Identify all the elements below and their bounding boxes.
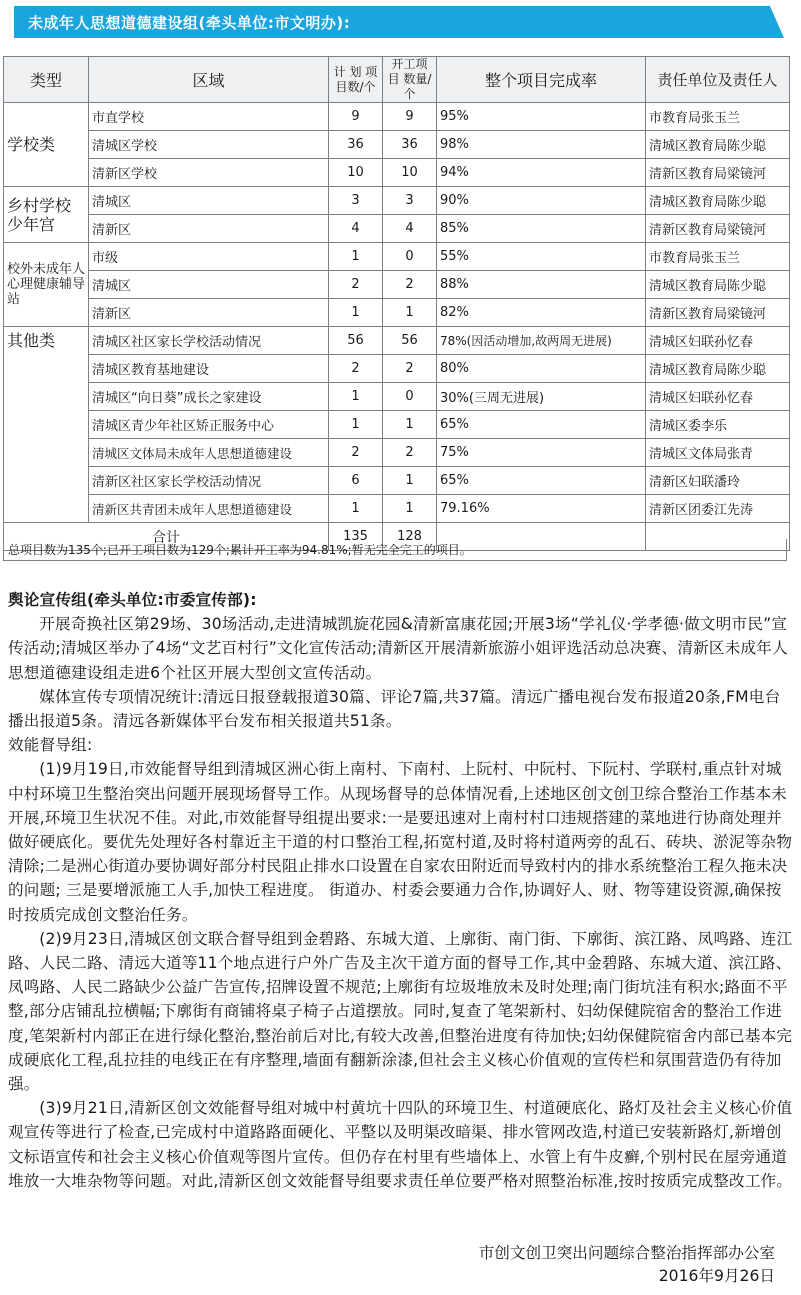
rate-cell: 90% xyxy=(437,187,646,215)
planned-cell: 4 xyxy=(329,215,383,243)
table-row xyxy=(4,383,790,411)
planned-cell: 56 xyxy=(329,327,383,355)
responsible-cell: 清城区教育局陈少聪 xyxy=(646,271,790,299)
type-cell: 校外未成年人心理健康辅导站 xyxy=(4,243,89,327)
area-cell: 清城区社区家长学校活动情况 xyxy=(89,327,329,355)
table-row xyxy=(4,495,790,523)
responsible-cell: 清城区文体局张青 xyxy=(646,439,790,467)
area-cell: 清城区学校 xyxy=(89,131,329,159)
table-header-row xyxy=(4,57,790,103)
rate-cell: 82% xyxy=(437,299,646,327)
rate-cell: 55% xyxy=(437,243,646,271)
planned-cell: 6 xyxy=(329,467,383,495)
rate-cell: 94% xyxy=(437,159,646,187)
table-row xyxy=(4,439,790,467)
started-cell: 36 xyxy=(383,131,437,159)
responsible-cell: 清城区教育局陈少聪 xyxy=(646,187,790,215)
rate-cell: 88% xyxy=(437,271,646,299)
paragraph: (2)9月23日,清城区创文联合督导组到金碧路、东城大道、上廓街、南门街、下廓街、滨江路、凤鸣路、连江路、人民二路、清远大道等11个地点进行户外广告及主次干道方面的督导工作,其中金碧路、东城大道、滨江路、凤鸣路、人民二路缺少公益广告宣传,招牌设置不规范;上廓街有垃圾堆放未及时处理;南门街坑洼有积水;路面不平整,部分店铺乱拉横幅;下廓街有商铺将桌子椅子占道摆放。同时,复查了笔架新村、妇幼保健院宿舍的整治工作进度,笔架新村内部正在进行绿化整治,整治前后对比,有较大改善,但整治进度有待加快;妇幼保健院宿舍内部已基本完成硬底化工程,乱拉挂的电线正在有序整理,墙面有翻新涂漆,但社会主义核心价值观的宣传栏和氛围营造仍有待加强。 xyxy=(8,929,793,1094)
rate-cell: 85% xyxy=(437,215,646,243)
started-cell: 1 xyxy=(383,299,437,327)
area-cell: 清新区 xyxy=(89,299,329,327)
rate-cell: 79.16% xyxy=(437,495,646,523)
rate-cell: 30%(三周无进展) xyxy=(437,383,646,411)
banner-title: 未成年人思想道德建设组(牵头单位:市文明办): xyxy=(28,14,351,32)
started-cell: 0 xyxy=(383,383,437,411)
started-cell: 2 xyxy=(383,271,437,299)
planned-cell: 1 xyxy=(329,411,383,439)
planned-cell: 2 xyxy=(329,439,383,467)
header-planned: 计 划 项 目数/个 xyxy=(329,57,383,103)
planned-cell: 1 xyxy=(329,299,383,327)
planned-cell: 2 xyxy=(329,355,383,383)
started-cell: 4 xyxy=(383,215,437,243)
table-row xyxy=(4,131,790,159)
area-cell: 清城区青少年社区矫正服务中心 xyxy=(89,411,329,439)
paragraph: (1)9月19日,市效能督导组到清城区洲心街上南村、下南村、上阮村、中阮村、下阮村、学联村,重点针对城中村环境卫生整治突出问题开展现场督导工作。从现场督导的总体情况看,上述地区创文创卫综合整治工作基本未开展,环境卫生状况不佳。对此,市效能督导组提出要求:一是要迅速对上南村村口违规搭建的菜地进行协商处理并做好硬底化。要优先处理好各村靠近主干道的村口整治工程,拓宽村道,及时将村道两旁的乱石、砖块、淤泥等杂物清除;二是洲心街道办要协调好部分村民阻止排水口设置在自家农田附近而导致村内的排水系统整治工程久拖未决的问题; 三是要增派施工人手,加快工程进度。 街道办、村委会要通力合作,协调好人、财、物等建设资源,确保按时按质完成创文整治任务。 xyxy=(8,760,793,924)
table-row xyxy=(4,159,790,187)
area-cell: 市级 xyxy=(89,243,329,271)
total-started: 128 xyxy=(383,523,437,551)
planned-cell: 1 xyxy=(329,243,383,271)
table-row xyxy=(4,103,790,131)
table-row xyxy=(4,411,790,439)
planned-cell: 1 xyxy=(329,383,383,411)
header-type: 类型 xyxy=(4,57,89,103)
planned-cell: 9 xyxy=(329,103,383,131)
responsible-cell: 清城区妇联孙忆春 xyxy=(646,327,790,355)
table-row xyxy=(4,271,790,299)
table-row xyxy=(4,215,790,243)
started-cell: 2 xyxy=(383,439,437,467)
paragraph: 开展奇换社区第29场、30场活动,走进清城凯旋花园&清新富康花园;开展3场“学礼仪·学孝德·做文明市民”宣传活动;清城区举办了4场“文艺百村行”文化宣传活动;清新区开展清新旅游小姐评选活动总决赛、清新区未成年人思想道德建设组走进6个社区开展大型创文宣传活动。 xyxy=(8,615,788,682)
area-cell: 清新区社区家长学校活动情况 xyxy=(89,467,329,495)
area-cell: 清新区 xyxy=(89,215,329,243)
started-cell: 56 xyxy=(383,327,437,355)
area-cell: 清城区 xyxy=(89,187,329,215)
area-cell: 清城区文体局未成年人思想道德建设 xyxy=(89,439,329,467)
responsible-cell: 清城区教育局陈少聪 xyxy=(646,131,790,159)
started-cell: 1 xyxy=(383,411,437,439)
planned-cell: 3 xyxy=(329,187,383,215)
rate-cell: 98% xyxy=(437,131,646,159)
rate-cell: 78%(因活动增加,故两周无进展) xyxy=(437,327,646,355)
signature-org: 市创文创卫突出问题综合整治指挥部办公室 xyxy=(478,1244,775,1262)
area-cell: 清新区学校 xyxy=(89,159,329,187)
planned-cell: 1 xyxy=(329,495,383,523)
signature-date: 2016年9月26日 xyxy=(658,1267,775,1285)
section-banner xyxy=(14,6,784,38)
type-cell: 学校类 xyxy=(4,103,89,187)
table-row xyxy=(4,243,790,271)
responsible-cell: 清城区委李乐 xyxy=(646,411,790,439)
responsible-cell: 清新区妇联潘玲 xyxy=(646,467,790,495)
section-heading-supervision: 效能督导组: xyxy=(8,736,93,755)
started-cell: 0 xyxy=(383,243,437,271)
table-row xyxy=(4,355,790,383)
type-cell: 乡村学校少年宫 xyxy=(4,187,89,243)
responsible-cell: 清城区教育局陈少聪 xyxy=(646,355,790,383)
rate-cell: 65% xyxy=(437,411,646,439)
table-row xyxy=(4,327,790,355)
started-cell: 2 xyxy=(383,355,437,383)
table-row xyxy=(4,299,790,327)
header-rate: 整个项目完成率 xyxy=(437,57,646,103)
started-cell: 10 xyxy=(383,159,437,187)
started-cell: 1 xyxy=(383,495,437,523)
area-cell: 清新区共青团未成年人思想道德建设 xyxy=(89,495,329,523)
responsible-cell: 清新区团委江先涛 xyxy=(646,495,790,523)
project-table xyxy=(3,56,790,551)
section-heading-publicity: 舆论宣传组(牵头单位:市委宣传部): xyxy=(8,591,257,609)
responsible-cell: 清城区妇联孙忆春 xyxy=(646,383,790,411)
responsible-cell: 市教育局张玉兰 xyxy=(646,103,790,131)
responsible-cell: 清新区教育局梁镜河 xyxy=(646,299,790,327)
rate-cell: 75% xyxy=(437,439,646,467)
area-cell: 清城区教育基地建设 xyxy=(89,355,329,383)
responsible-cell: 市教育局张玉兰 xyxy=(646,243,790,271)
total-planned: 135 xyxy=(329,523,383,551)
responsible-cell: 清新区教育局梁镜河 xyxy=(646,159,790,187)
planned-cell: 2 xyxy=(329,271,383,299)
report-body xyxy=(8,588,793,1193)
header-area: 区域 xyxy=(89,57,329,103)
rate-cell: 80% xyxy=(437,355,646,383)
signature-block xyxy=(479,1242,775,1288)
planned-cell: 10 xyxy=(329,159,383,187)
started-cell: 1 xyxy=(383,467,437,495)
area-cell: 市直学校 xyxy=(89,103,329,131)
header-responsible: 责任单位及责任人 xyxy=(646,57,790,103)
table-row xyxy=(4,187,790,215)
area-cell: 清城区 xyxy=(89,271,329,299)
paragraph: (3)9月21日,清新区创文效能督导组对城中村黄坑十四队的环境卫生、村道硬底化、路灯及社会主义核心价值观宣传等进行了检查,已完成村中道路路面硬化、平整以及明渠改暗渠、排水管网改造,村道已安装新路灯,新增创文标语宣传和社会主义核心价值观等图片宣传。但仍存在村里有些墙体上、水管上有牛皮癣,个别村民在屋旁通道堆放一大堆杂物等问题。对此,清新区创文效能督导组要求责任单位要严格对照整治标准,按时按质完成整改工作。 xyxy=(8,1099,793,1190)
total-label: 合计 xyxy=(4,523,329,551)
header-started: 开工项目 数量/个 xyxy=(383,57,437,103)
area-cell: 清城区“向日葵”成长之家建设 xyxy=(89,383,329,411)
responsible-cell: 清新区教育局梁镜河 xyxy=(646,215,790,243)
type-cell: 其他类 xyxy=(4,327,89,523)
table-summary: 总项目数为135个;已开工项目数为129个;累计开工率为94.81%;暂无完全完工的项目。 xyxy=(3,539,787,561)
planned-cell: 36 xyxy=(329,131,383,159)
started-cell: 9 xyxy=(383,103,437,131)
started-cell: 3 xyxy=(383,187,437,215)
rate-cell: 65% xyxy=(437,467,646,495)
table-row xyxy=(4,467,790,495)
rate-cell: 95% xyxy=(437,103,646,131)
paragraph: 媒体宣传专项情况统计:清远日报登载报道30篇、评论7篇,共37篇。清远广播电视台发布报道20条,FM电台播出报道5条。清远各新媒体平台发布相关报道共51条。 xyxy=(8,687,781,731)
